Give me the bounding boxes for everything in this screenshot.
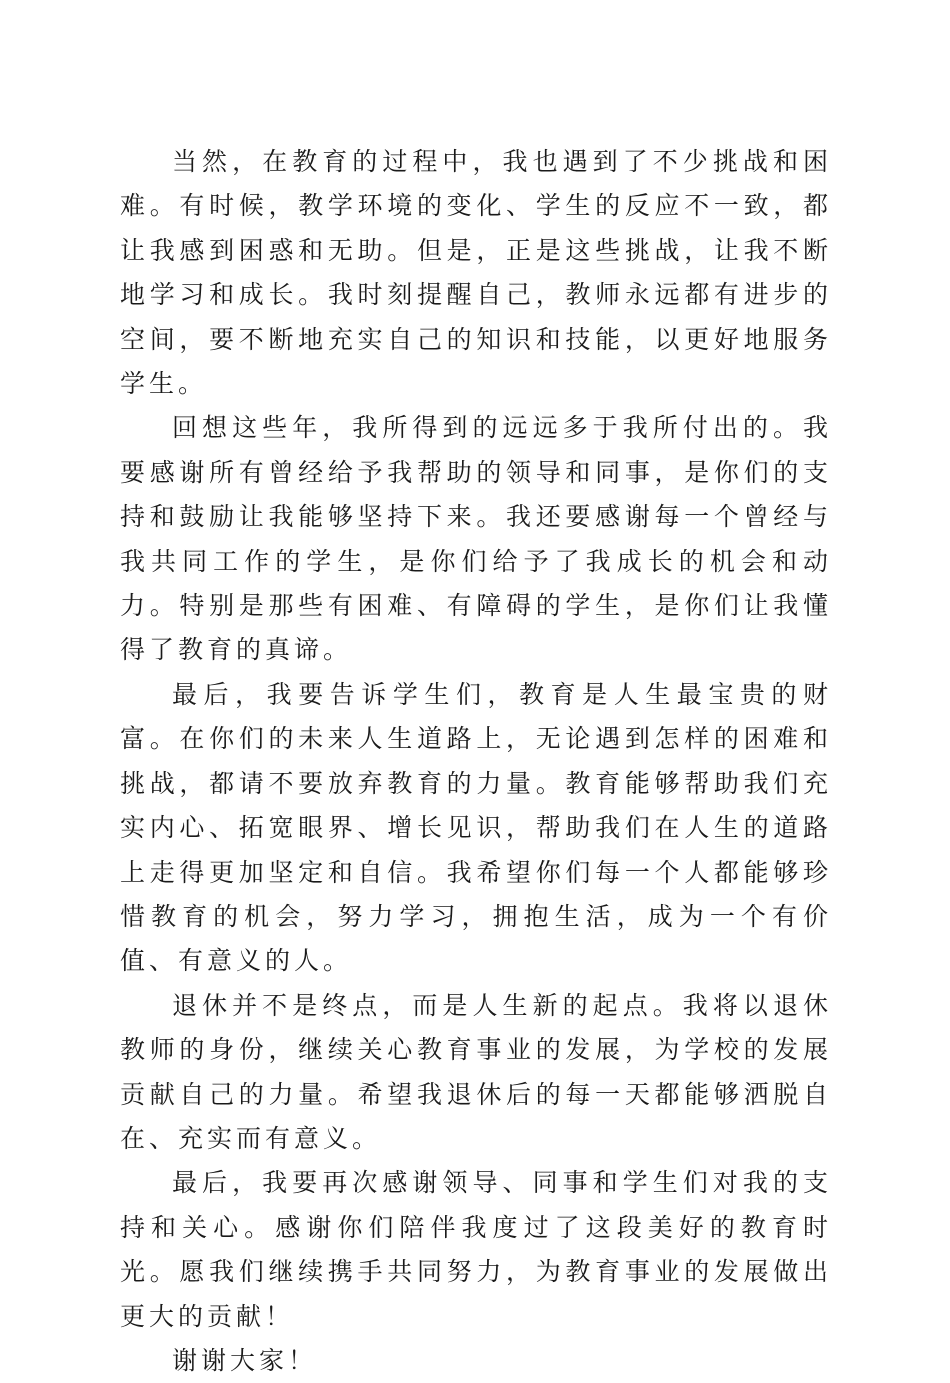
paragraph-gratitude: 回想这些年，我所得到的远远多于我所付出的。我要感谢所有曾经给予我帮助的领导和同事，是你们的支持和鼓励让我能够坚持下来。我还要感谢每一个曾经与我共同工作的学生，是你们给予了我成长的机会和动力。特别是那些有困难、有障碍的学生，是你们让我懂得了教育的真谛。 [120,413,832,665]
paragraph-closing: 谢谢大家！ [172,1345,318,1375]
paragraph-retirement: 退休并不是终点，而是人生新的起点。我将以退休教师的身份，继续关心教育事业的发展，为学校的发展贡献自己的力量。希望我退休后的每一天都能够洒脱自在、充实而有意义。 [120,990,832,1153]
paragraph-advice-to-students: 最后，我要告诉学生们，教育是人生最宝贵的财富。在你们的未来人生道路上，无论遇到怎样的困难和挑战，都请不要放弃教育的力量。教育能够帮助我们充实内心、拓宽眼界、增长见识，帮助我们在人生的道路上走得更加坚定和自信。我希望你们每一个人都能够珍惜教育的机会，努力学习，拥抱生活，成为一个有价值、有意义的人。 [120,679,832,976]
paragraph-challenges: 当然，在教育的过程中，我也遇到了不少挑战和困难。有时候，教学环境的变化、学生的反应不一致，都让我感到困惑和无助。但是，正是这些挑战，让我不断地学习和成长。我时刻提醒自己，教师永远都有进步的空间，要不断地充实自己的知识和技能，以更好地服务学生。 [120,147,832,399]
paragraph-final-thanks: 最后，我要再次感谢领导、同事和学生们对我的支持和关心。感谢你们陪伴我度过了这段美好的教育时光。愿我们继续携手共同努力，为教育事业的发展做出更大的贡献！ [120,1168,832,1331]
document-body [120,140,832,1383]
